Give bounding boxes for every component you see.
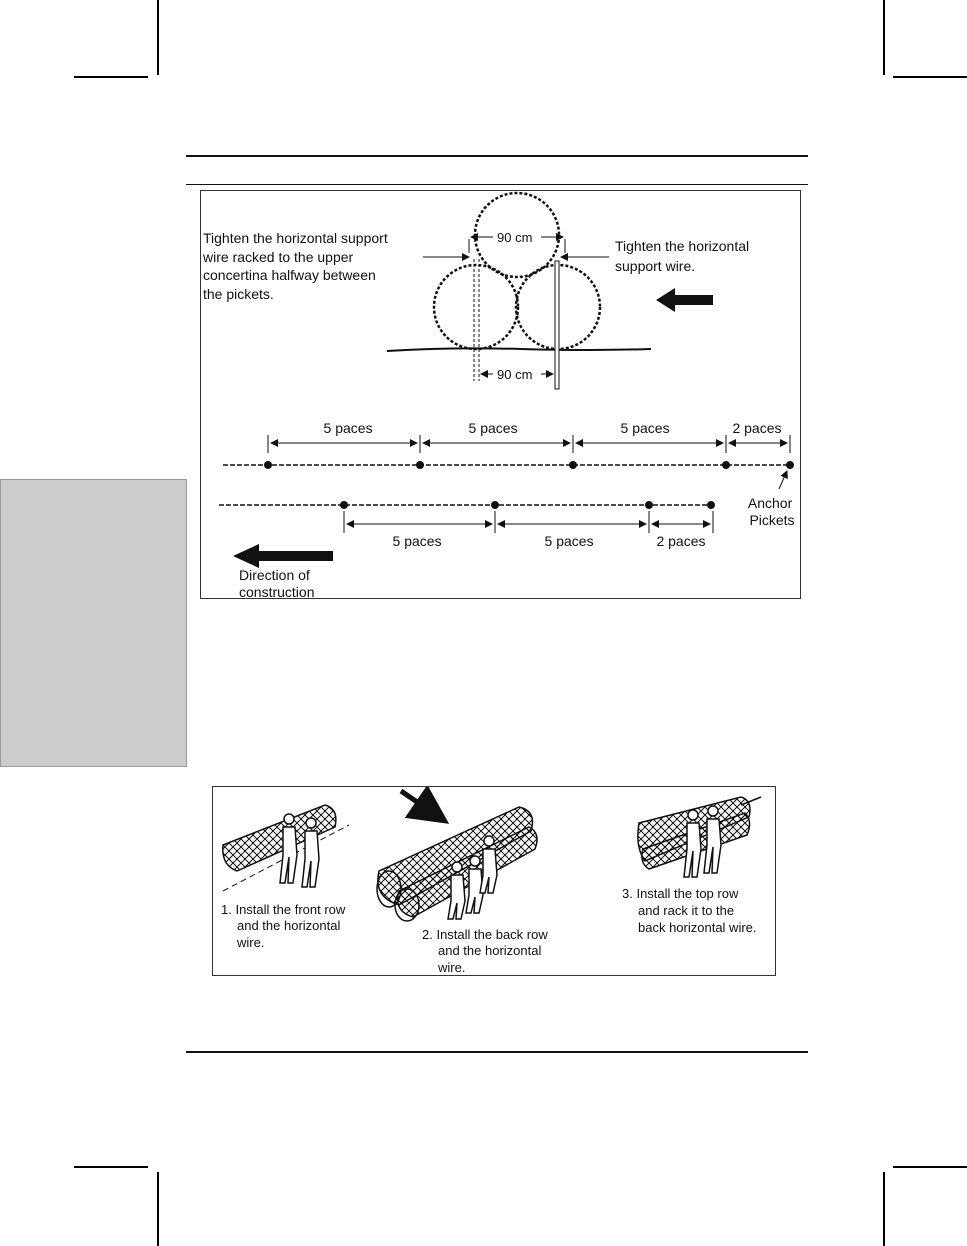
concertina-spacing-diagram — [201, 191, 800, 598]
step2-caption: 2. Install the back row and the horizontal wire. — [422, 927, 548, 975]
picket-marker — [722, 461, 730, 469]
left-callout: Tighten the horizontal support wire racked to the upper concertina halfway between the pickets. — [203, 230, 388, 302]
direction-label: Direction of construction — [239, 567, 315, 598]
step3-caption: 3. Install the top row and rack it to the back horizontal wire. — [622, 886, 757, 935]
anchor-picket-marker — [707, 501, 715, 509]
picket-marker — [340, 501, 348, 509]
dim-bottom: 90 cm — [497, 367, 533, 382]
picket-marker — [569, 461, 577, 469]
step1-illustration — [223, 805, 349, 891]
step1-caption: 1. Install the front row and the horizontal wire. — [221, 902, 346, 950]
installation-sequence-diagram — [213, 787, 775, 975]
footer-rule — [186, 1051, 808, 1053]
dim-top: 90 cm — [497, 230, 533, 245]
header-subrule — [186, 184, 808, 185]
crop-mark — [883, 0, 885, 75]
picket-marker — [264, 461, 272, 469]
crop-mark — [893, 76, 967, 78]
chapter-thumb-tab — [0, 479, 187, 767]
construction-arrow-icon — [656, 288, 713, 312]
step2-illustration — [377, 791, 537, 921]
front-coil — [434, 265, 518, 349]
crop-mark — [74, 1166, 148, 1168]
crop-mark — [893, 1166, 967, 1168]
row2-spacing: 5 paces 5 paces 2 paces — [392, 533, 706, 549]
row1-spacing: 5 paces 5 paces 5 paces 2 paces — [323, 420, 782, 436]
anchor-picket-marker — [786, 461, 794, 469]
crop-mark — [157, 1172, 159, 1246]
header-rule — [186, 155, 808, 157]
step3-illustration — [638, 797, 761, 877]
right-callout: Tighten the horizontal support wire. — [615, 238, 750, 274]
anchor-pickets-label: Anchor Pickets — [747, 495, 795, 528]
concertina-spacing-figure — [200, 190, 801, 599]
crop-mark — [74, 76, 148, 78]
picket-marker — [645, 501, 653, 509]
installation-sequence-figure — [212, 786, 776, 976]
picket-marker — [416, 461, 424, 469]
crop-mark — [883, 1172, 885, 1246]
picket — [555, 261, 559, 389]
crop-mark — [157, 0, 159, 75]
picket-marker — [491, 501, 499, 509]
direction-arrow-icon — [233, 544, 333, 568]
